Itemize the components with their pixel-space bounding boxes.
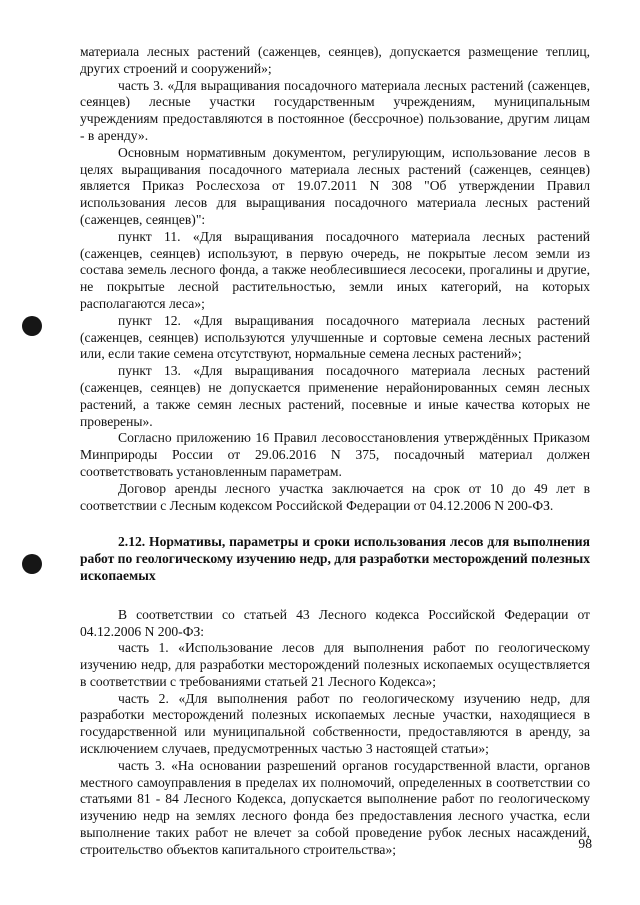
paragraph: Согласно приложению 16 Правил лесовосстановления утверждённых Приказом Минприроды России от 29.06.2016 N 375, посадочный материал должен соответствовать установленным параметрам. xyxy=(80,430,590,479)
paragraph: пункт 13. «Для выращивания посадочного материала лесных растений (саженцев, сеянцев) не допускается применение нерайонированных семян лесных растений, а также семян лесных растений, посевные и иные качества которых не проверены». xyxy=(80,363,590,429)
paragraph: часть 3. «Для выращивания посадочного материала лесных растений (саженцев, сеянцев) лесные участки государственным учреждениям, муниципальным учреждениям предоставляются в постоянное (бессрочное) пользование, другим лицам - в аренду». xyxy=(80,77,590,143)
paragraph: Договор аренды лесного участка заключается на срок от 10 до 49 лет в соответствии с Лесным кодексом Российской Федерации от 04.12.2006 N 200-ФЗ. xyxy=(80,480,590,513)
paragraph: часть 2. «Для выполнения работ по геологическому изучению недр, для разработки месторождений полезных ископаемых лесные участки, находящиеся в государственной или муниципальной собственности, предоставляются в аренду, за исключением случаев, предусмотренных частью 3 настоящей статьи»; xyxy=(80,690,590,757)
document-body xyxy=(80,44,590,859)
punch-hole-mark xyxy=(22,316,42,336)
paragraph: пункт 12. «Для выращивания посадочного материала лесных растений (саженцев, сеянцев) используются улучшенные и сортовые семена лесных растений или, если такие семена отсутствуют, нормальные семена лесных растений»; xyxy=(80,312,590,362)
paragraph: материала лесных растений (саженцев, сеянцев), допускается размещение теплиц, других строений и сооружений»; xyxy=(80,44,590,76)
punch-hole-mark xyxy=(22,554,42,574)
paragraph: пункт 11. «Для выращивания посадочного материала лесных растений (саженцев, сеянцев) используют, в первую очередь, не покрытые лесом земли из состава земель лесного фонда, а также необлесившиеся лесосеки, прогалины и другие, не покрытые лесной растительностью, земли иных категорий, на которых располагаются леса»; xyxy=(80,228,590,311)
paragraph: часть 3. «На основании разрешений органов государственной власти, органов местного самоуправления в пределах их полномочий, определенных в соответствии со статьями 81 - 84 Лесного Кодекса, допускается выполнение работ по геологическому изучению недр на землях лесного фонда без предоставления лесного участка, если выполнение таких работ не влечет за собой проведение рубок лесных насаждений, строительство объектов капитального строительства»; xyxy=(80,757,590,857)
paragraph: часть 1. «Использование лесов для выполнения работ по геологическому изучению недр, для разработки месторождений полезных ископаемых осуществляется в соответствии с требованиями статьей 21 Лесного Кодекса»; xyxy=(80,640,590,689)
page-number: 98 xyxy=(578,836,592,851)
section-heading: 2.12. Нормативы, параметры и сроки использования лесов для выполнения работ по геологическому изучению недр, для разработки месторождений полезных ископаемых xyxy=(80,534,590,583)
paragraph: Основным нормативным документом, регулирующим, использование лесов в целях выращивания посадочного материала лесных растений (саженцев, сеянцев) является Приказ Рослесхоза от 19.07.2011 N 308 "Об утверждении Правил использования лесов для выращивания посадочного материала лесных растений (саженцев, сеянцев)": xyxy=(80,144,590,227)
paragraph: В соответствии со статьей 43 Лесного кодекса Российской Федерации от 04.12.2006 N 200-ФЗ: xyxy=(80,606,590,639)
